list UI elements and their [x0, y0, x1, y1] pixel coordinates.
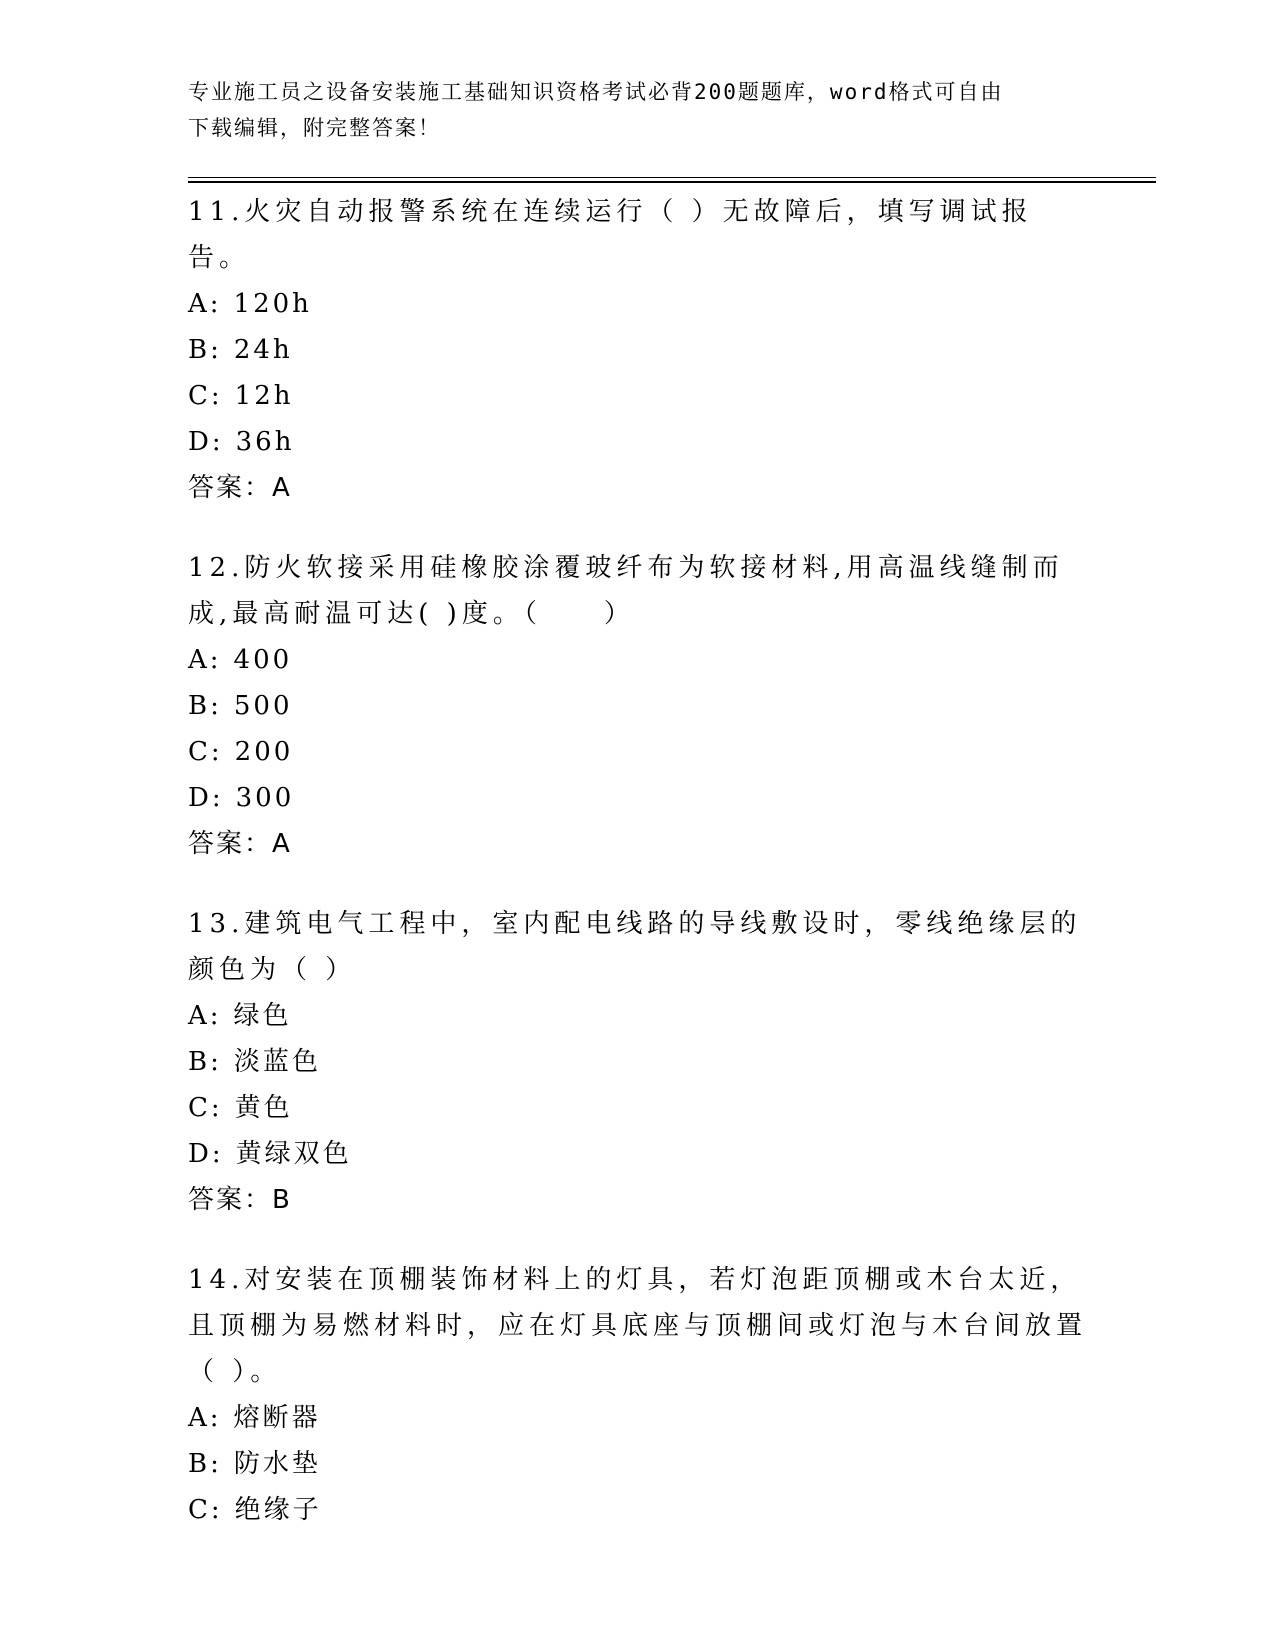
answer-line: 答案：A [188, 473, 292, 503]
option-text: 防水垫 [233, 1449, 321, 1479]
question-12 [188, 545, 1088, 867]
question-list [188, 189, 1088, 1567]
option-text: 500 [233, 691, 293, 721]
header-divider-thick [188, 181, 1156, 183]
option-text: 300 [235, 783, 295, 813]
question-stem: 12.防火软接采用硅橡胶涂覆玻纤布为软接材料,用高温线缝制而成,最高耐温可达( )度。（ ） [188, 553, 1064, 629]
option-letter: C: [188, 1495, 223, 1525]
question-13 [188, 901, 1088, 1223]
option-b [188, 327, 1088, 373]
option-letter: D: [188, 427, 224, 457]
option-d [188, 775, 1088, 821]
option-text: 绝缘子 [234, 1495, 322, 1525]
answer-line: 答案：A [188, 829, 292, 859]
option-letter: A: [188, 645, 222, 675]
option-letter: A: [188, 1001, 222, 1031]
option-text: 24h [233, 335, 293, 365]
option-d [188, 1131, 1088, 1177]
option-letter: A: [188, 289, 222, 319]
header-line-2: 下载编辑，附完整答案！ [188, 116, 441, 140]
option-letter: C: [188, 737, 223, 767]
option-text: 绿色 [233, 1001, 292, 1031]
header-divider-thin [188, 177, 1156, 178]
option-b [188, 683, 1088, 729]
option-b [188, 1441, 1088, 1487]
answer-line: 答案：B [188, 1185, 292, 1215]
question-stem: 13.建筑电气工程中，室内配电线路的导线敷设时，零线绝缘层的颜色为（ ） [188, 909, 1082, 985]
option-c [188, 1085, 1088, 1131]
option-letter: C: [188, 1093, 223, 1123]
option-a [188, 1395, 1088, 1441]
option-letter: B: [188, 335, 222, 365]
question-stem: 11.火灾自动报警系统在连续运行（ ）无故障后，填写调试报告。 [188, 197, 1033, 273]
question-stem: 14.对安装在顶棚装饰材料上的灯具，若灯泡距顶棚或木台太近，且顶棚为易燃材料时，应在灯具底座与顶棚间或灯泡与木台间放置（ ）。 [188, 1265, 1088, 1387]
option-letter: D: [188, 1139, 224, 1169]
option-a [188, 993, 1088, 1039]
option-letter: B: [188, 1047, 222, 1077]
option-a [188, 637, 1088, 683]
option-text: 黄色 [234, 1093, 293, 1123]
option-text: 120h [233, 289, 312, 319]
option-text: 12h [234, 381, 294, 411]
document-header [188, 74, 1088, 146]
option-text: 熔断器 [233, 1403, 321, 1433]
option-letter: D: [188, 783, 224, 813]
option-d [188, 419, 1088, 465]
option-c [188, 373, 1088, 419]
question-14 [188, 1257, 1088, 1533]
header-line-1: 专业施工员之设备安装施工基础知识资格考试必背200题题库，word格式可自由 [188, 80, 1004, 104]
option-letter: B: [188, 1449, 222, 1479]
question-11 [188, 189, 1088, 511]
option-letter: B: [188, 691, 222, 721]
option-text: 200 [234, 737, 294, 767]
option-text: 黄绿双色 [235, 1139, 352, 1169]
option-text: 淡蓝色 [233, 1047, 321, 1077]
option-a [188, 281, 1088, 327]
option-c [188, 729, 1088, 775]
option-b [188, 1039, 1088, 1085]
option-text: 36h [235, 427, 295, 457]
option-letter: C: [188, 381, 223, 411]
option-c [188, 1487, 1088, 1533]
option-text: 400 [233, 645, 293, 675]
option-letter: A: [188, 1403, 222, 1433]
